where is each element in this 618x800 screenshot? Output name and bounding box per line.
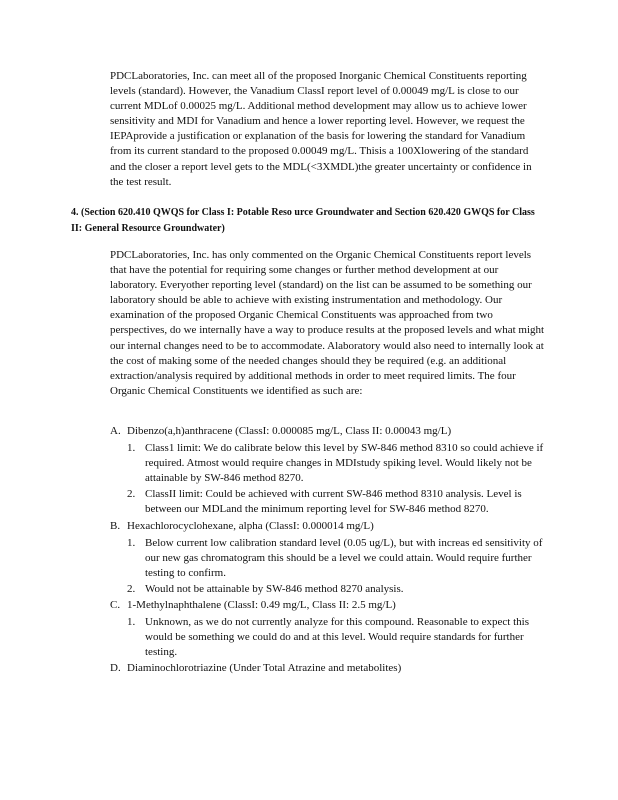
sub-item	[110, 615, 550, 660]
list-item-text: 1-Methylnaphthalene (ClassI: 0.49 mg/L, Class II: 2.5 mg/L)	[127, 599, 396, 612]
list-marker: B.	[110, 519, 121, 532]
paragraph-organic: PDCLaboratories, Inc. has only commented on the Organic Chemical Constituents report levels that have the potential for requiring some changes or further method development at our laboratory. Everyother reporting level (standard) on the list can be assumed to be something our laboratory should be able to achieve with existing instrumentation and methodology. Our examination of the proposed Organic Chemical Constituents was approached from two perspectives, do we internally have a way to produce results at the proposed levels and what might our internal changes need to be to accommodate. Alaboratory would also need to internally look at the cost of making some of the needed changes should they be required (e.g. an additional extraction/analysis required by additional methods in order to meet required limits. The four Organic Chemical Constituents we identified as such are:	[110, 249, 545, 397]
list-marker: D.	[110, 662, 121, 675]
list-item-text: Dibenzo(a,h)anthracene (ClassI: 0.000085 mg/L, Class II: 0.00043 mg/L)	[127, 425, 452, 437]
sub-item-text: ClassII limit: Could be achieved with current SW-846 method 8310 analysis. Level is between our MDLand the minimum reporting level for SW-846 method 8270.	[145, 488, 522, 516]
sub-marker: 1.	[127, 616, 136, 629]
list-item-text: Hexachlorocyclohexane, alpha (ClassI: 0.000014 mg/L)	[127, 519, 374, 532]
list-item	[110, 661, 550, 676]
sub-marker: 2.	[127, 488, 136, 501]
sub-marker: 2.	[127, 582, 136, 595]
sub-item-text: Would not be attainable by SW-846 method 8270 analysis.	[145, 582, 404, 595]
list-marker: A.	[110, 425, 121, 437]
sub-marker: 1.	[127, 442, 136, 455]
sub-item	[110, 441, 550, 486]
list-item	[110, 519, 550, 534]
sub-item-text: Below current low calibration standard level (0.05 ug/L), but with increas ed sensitivity of our new gas chromatogram this should be a level we could attain. Would require further testing to confirm.	[145, 536, 543, 579]
list-item	[110, 598, 550, 613]
paragraph-inorganic: PDCLaboratories, Inc. can meet all of the proposed Inorganic Chemical Constituents reporting levels (standard). However, the Vanadium ClassI report level of 0.00049 mg/L is close to our current MDLof 0.00025 mg/L. Additional method development may allow us to achieve lower sensitivity and MDI for Vanadium and hence a lower reporting level. However, we request the IEPAprovide a justification or explanation of the basis for lowering the standard for Vanadium from its current standard to the proposed 0.00049 mg/L. Thisis a 100Xlowering of the standard and the closer a report level gets to the MDL(<3XMDL)the greater uncertainty or confidence in the test result.	[110, 70, 532, 188]
constituent-list	[110, 424, 550, 679]
section-heading: 4. (Section 620.410 QWQS for Class I: Potable Reso urce Groundwater and Section 620.420 GWQS for Class II: General Resource Groundwater)	[71, 207, 535, 234]
sub-item	[110, 536, 550, 581]
sub-item-text: Class1 limit: We do calibrate below this level by SW-846 method 8310 so could achieve if required. Atmost would require changes in MDIstudy spiking level. Would likely not be attainable by SW-846 method 8270.	[145, 442, 544, 485]
list-item-text: Diaminochlorotriazine (Under Total Atrazine and metabolites)	[127, 662, 402, 675]
list-item	[110, 424, 550, 439]
sub-item	[110, 582, 550, 597]
list-marker: C.	[110, 599, 121, 612]
sub-item-text: Unknown, as we do not currently analyze for this compound. Reasonable to expect this would be something we could do and at this level. Would require standards for further testing.	[145, 616, 529, 659]
sub-marker: 1.	[127, 536, 136, 549]
sub-item	[110, 487, 550, 517]
